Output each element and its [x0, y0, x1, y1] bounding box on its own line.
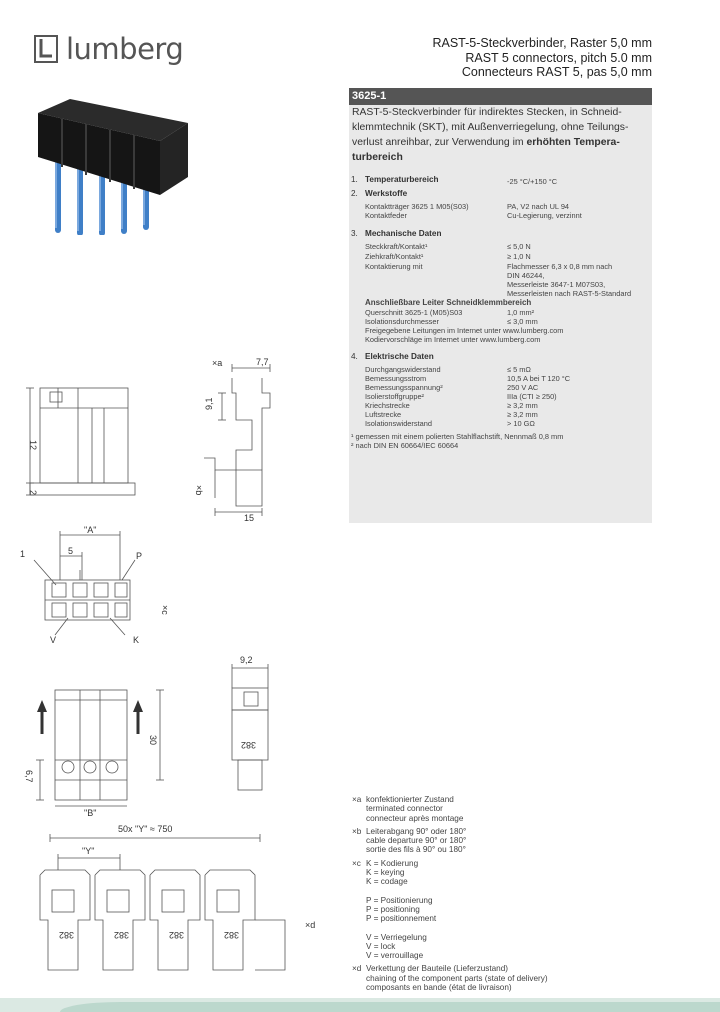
footnote: ² nach DIN EN 60664/IEC 60664: [351, 441, 459, 450]
spec-value: PA, V2 nach UL 94: [507, 202, 570, 211]
section-number: 2.: [351, 189, 358, 198]
title-en: RAST 5 connectors, pitch 5.0 mm: [465, 50, 652, 65]
section-title: Elektrische Daten: [365, 352, 434, 361]
internet-note: Freigegebene Leitungen im Internet unter www.lumberg.com: [365, 326, 564, 335]
section-number: 3.: [351, 229, 358, 238]
dim-label: 382: [58, 930, 74, 940]
legend-d: [352, 964, 548, 992]
temperature-value: -25 °C/+150 °C: [507, 177, 558, 186]
spec-value: ≥ 3,2 mm: [507, 410, 538, 419]
spec-value: ≤ 5 mΩ: [507, 365, 531, 374]
spec-key: Luftstrecke: [365, 410, 402, 419]
dim-label: 9,2: [240, 655, 253, 665]
dim-label: 7,7: [256, 357, 269, 367]
section-title: Werkstoffe: [365, 189, 408, 198]
legend-c: [352, 859, 548, 961]
brand-name: lumberg: [66, 32, 184, 66]
spec-key: Bemessungsstrom: [365, 374, 427, 383]
legend-line: chaining of the component parts (state of delivery): [366, 973, 548, 983]
spec-value: ≤ 5,0 N: [507, 242, 531, 251]
legend-line: konfektionierter Zustand: [366, 795, 454, 804]
intro-fragment: verlust anreihbar, zur Verwendung im: [352, 137, 527, 148]
spec-value: 1,0 mm²: [507, 308, 535, 317]
legend-line: P = positionnement: [366, 914, 437, 924]
side-view-drawing: [204, 364, 270, 516]
section-title: Temperaturbereich: [365, 175, 439, 184]
dim-label: K: [133, 635, 140, 645]
spec-value: > 10 GΩ: [507, 419, 535, 428]
chain-view-drawing: [40, 834, 285, 970]
legend-line: composants en bande (état de livraison): [366, 983, 512, 993]
spec-value: IIIa (CTI ≥ 250): [507, 392, 557, 401]
legend-b: [352, 827, 548, 855]
dim-label: 382: [240, 740, 256, 750]
dim-label: 6,7: [24, 770, 34, 783]
section-number: 1.: [351, 175, 358, 184]
dim-label: 50x "Y" ≈ 750: [118, 824, 173, 834]
spec-value: Flachmesser 6,3 x 0,8 mm nach: [507, 262, 613, 271]
spec-value: Cu-Legierung, verzinnt: [507, 211, 582, 220]
legend-line: terminated connector: [366, 804, 443, 814]
spec-key: Kontaktierung mit: [365, 262, 423, 271]
section-title: Mechanische Daten: [365, 229, 442, 238]
legend-line: K = keying: [366, 868, 405, 878]
title-de: RAST-5-Steckverbinder, Raster 5,0 mm: [432, 36, 652, 50]
dim-label: 1: [20, 549, 26, 559]
legend: [352, 795, 548, 993]
spec-key: Ziehkraft/Kontakt¹: [365, 252, 424, 261]
dim-label: ×d: [305, 920, 316, 930]
dim-label: V: [50, 635, 57, 645]
dim-label: 12: [28, 440, 38, 451]
legend-line: Leiterabgang 90° oder 180°: [366, 826, 467, 836]
legend-line: V = lock: [366, 941, 396, 951]
dim-label: 2: [28, 490, 38, 496]
dim-label: 5: [68, 546, 74, 556]
legend-tag: ×b: [352, 826, 362, 836]
legend-line: V = Verriegelung: [366, 932, 427, 942]
part-number: 3625-1: [349, 88, 652, 105]
lower-side-view-drawing: [232, 664, 268, 790]
spec-value: ≥ 3,2 mm: [507, 401, 538, 410]
spec-value: Messerleiste 3647-1 M07S03,: [507, 280, 606, 289]
legend-tag: ×d: [352, 964, 362, 974]
spec-value: 10,5 A bei T 120 °C: [507, 374, 571, 383]
legend-line: connecteur après montage: [366, 813, 464, 823]
spec-key: Isolationsdurchmesser: [365, 317, 439, 326]
spec-key: Querschnitt 3625-1 (M05)S03: [365, 308, 463, 317]
spec-key: Isolationswiderstand: [365, 419, 432, 428]
spec-key: Isolierstoffgruppe²: [365, 392, 425, 401]
dimension-labels: [20, 357, 315, 940]
top-view-drawing: [34, 531, 135, 635]
legend-tag: ×c: [352, 858, 361, 868]
dim-label: "Y": [82, 846, 95, 856]
legend-spacer: [366, 887, 548, 896]
dim-label: 382: [113, 930, 129, 940]
subsection-title: Anschließbare Leiter Schneidklemmbereich: [365, 298, 532, 307]
dim-label: 9,1: [204, 397, 214, 410]
dim-label: "A": [84, 525, 97, 535]
internet-note: Kodiervorschläge im Internet unter www.lumberg.com: [365, 335, 541, 344]
spec-key: Bemessungsspannung²: [365, 383, 443, 392]
intro-emphasis: erhöhten Tempera-: [526, 137, 620, 148]
spec-value: ≥ 1,0 N: [507, 252, 531, 261]
dim-label: ×c: [160, 605, 170, 615]
legend-line: Verkettung der Bauteile (Lieferzustand): [366, 964, 509, 974]
spec-value: DIN 46244,: [507, 271, 545, 280]
spec-value: Messerleisten nach RAST-5-Standard: [507, 289, 632, 298]
legend-line: sortie des fils à 90° ou 180°: [366, 845, 466, 855]
intro-emphasis: turbereich: [352, 152, 403, 163]
lower-front-view-drawing: [36, 690, 164, 806]
spec-key: Steckkraft/Kontakt¹: [365, 242, 428, 251]
spec-key: Durchgangswiderstand: [365, 365, 441, 374]
intro-line: RAST-5-Steckverbinder für indirektes Stecken, in Schneid-: [352, 107, 622, 118]
footer-swoosh: [60, 1002, 720, 1012]
intro-line: klemmtechnik (SKT), mit Außenverriegelung, ohne Teilungs-: [352, 122, 629, 133]
dim-label: P: [136, 551, 143, 561]
dim-label: 15: [244, 513, 255, 523]
spec-key: Kontaktfeder: [365, 211, 407, 220]
legend-line: P = positioning: [366, 904, 420, 914]
spec-value: 250 V AC: [507, 383, 539, 392]
legend-line: K = Kodierung: [366, 858, 419, 868]
dim-label: 382: [223, 930, 239, 940]
dim-label: ×a: [212, 358, 223, 368]
dim-label: ×b: [194, 485, 204, 496]
legend-line: V = verrouillage: [366, 951, 424, 961]
legend-line: P = Positionierung: [366, 895, 433, 905]
dim-label: "B": [84, 808, 97, 818]
legend-spacer: [366, 924, 548, 933]
section-number: 4.: [351, 352, 358, 361]
dim-label: 382: [168, 930, 184, 940]
dim-label: 30: [148, 735, 158, 746]
footnote: ¹ gemessen mit einem polierten Stahlflachstift, Nennmaß 0,8 mm: [351, 432, 564, 441]
legend-line: cable departure 90° or 180°: [366, 836, 467, 846]
legend-a: [352, 795, 548, 823]
front-view-drawing: [26, 388, 135, 495]
spec-key: Kontaktträger 3625 1 M05(S03): [365, 202, 469, 211]
legend-line: K = codage: [366, 877, 408, 887]
spec-value: ≤ 3,0 mm: [507, 317, 538, 326]
legend-tag: ×a: [352, 795, 362, 804]
spec-key: Kriechstrecke: [365, 401, 410, 410]
title-fr: Connecteurs RAST 5, pas 5,0 mm: [461, 65, 652, 79]
